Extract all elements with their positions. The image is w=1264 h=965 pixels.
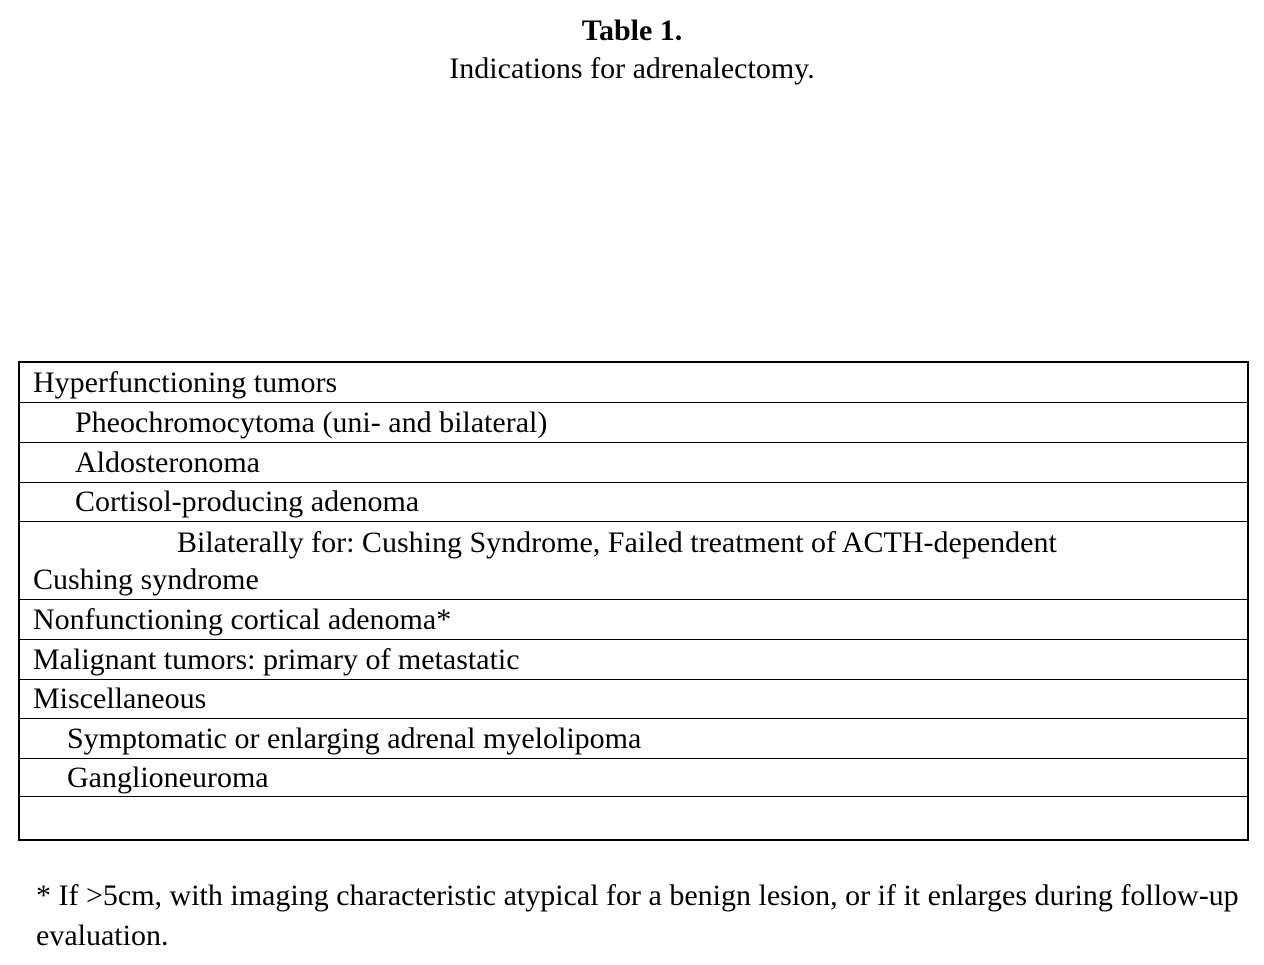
- table-row: Nonfunctioning cortical adenoma*: [20, 600, 1247, 640]
- indications-table: [18, 361, 1249, 841]
- table-row-line: Bilaterally for: Cushing Syndrome, Failed treatment of ACTH-dependent: [177, 526, 1057, 559]
- table-row: Aldosteronoma: [20, 443, 1247, 483]
- table-row: Ganglioneuroma: [20, 759, 1247, 797]
- table-row: [20, 522, 1247, 600]
- table-row-empty: [20, 797, 1247, 839]
- table-row: Malignant tumors: primary of metastatic: [20, 640, 1247, 680]
- table-row: Pheochromocytoma (uni- and bilateral): [20, 403, 1247, 443]
- table-caption: Indications for adrenalectomy.: [449, 52, 815, 85]
- table-row: Symptomatic or enlarging adrenal myelolipoma: [20, 719, 1247, 759]
- table-row: Cortisol-producing adenoma: [20, 483, 1247, 522]
- table-number: Table 1.: [581, 14, 683, 47]
- table-title-block: [0, 12, 1264, 88]
- table-row: Hyperfunctioning tumors: [20, 363, 1247, 403]
- table-footnote: * If >5cm, with imaging characteristic atypical for a benign lesion, or if it enlarges during follow-up evaluation.: [36, 879, 1239, 952]
- table-row: Miscellaneous: [20, 680, 1247, 719]
- table-row-line: Cushing syndrome: [33, 563, 259, 596]
